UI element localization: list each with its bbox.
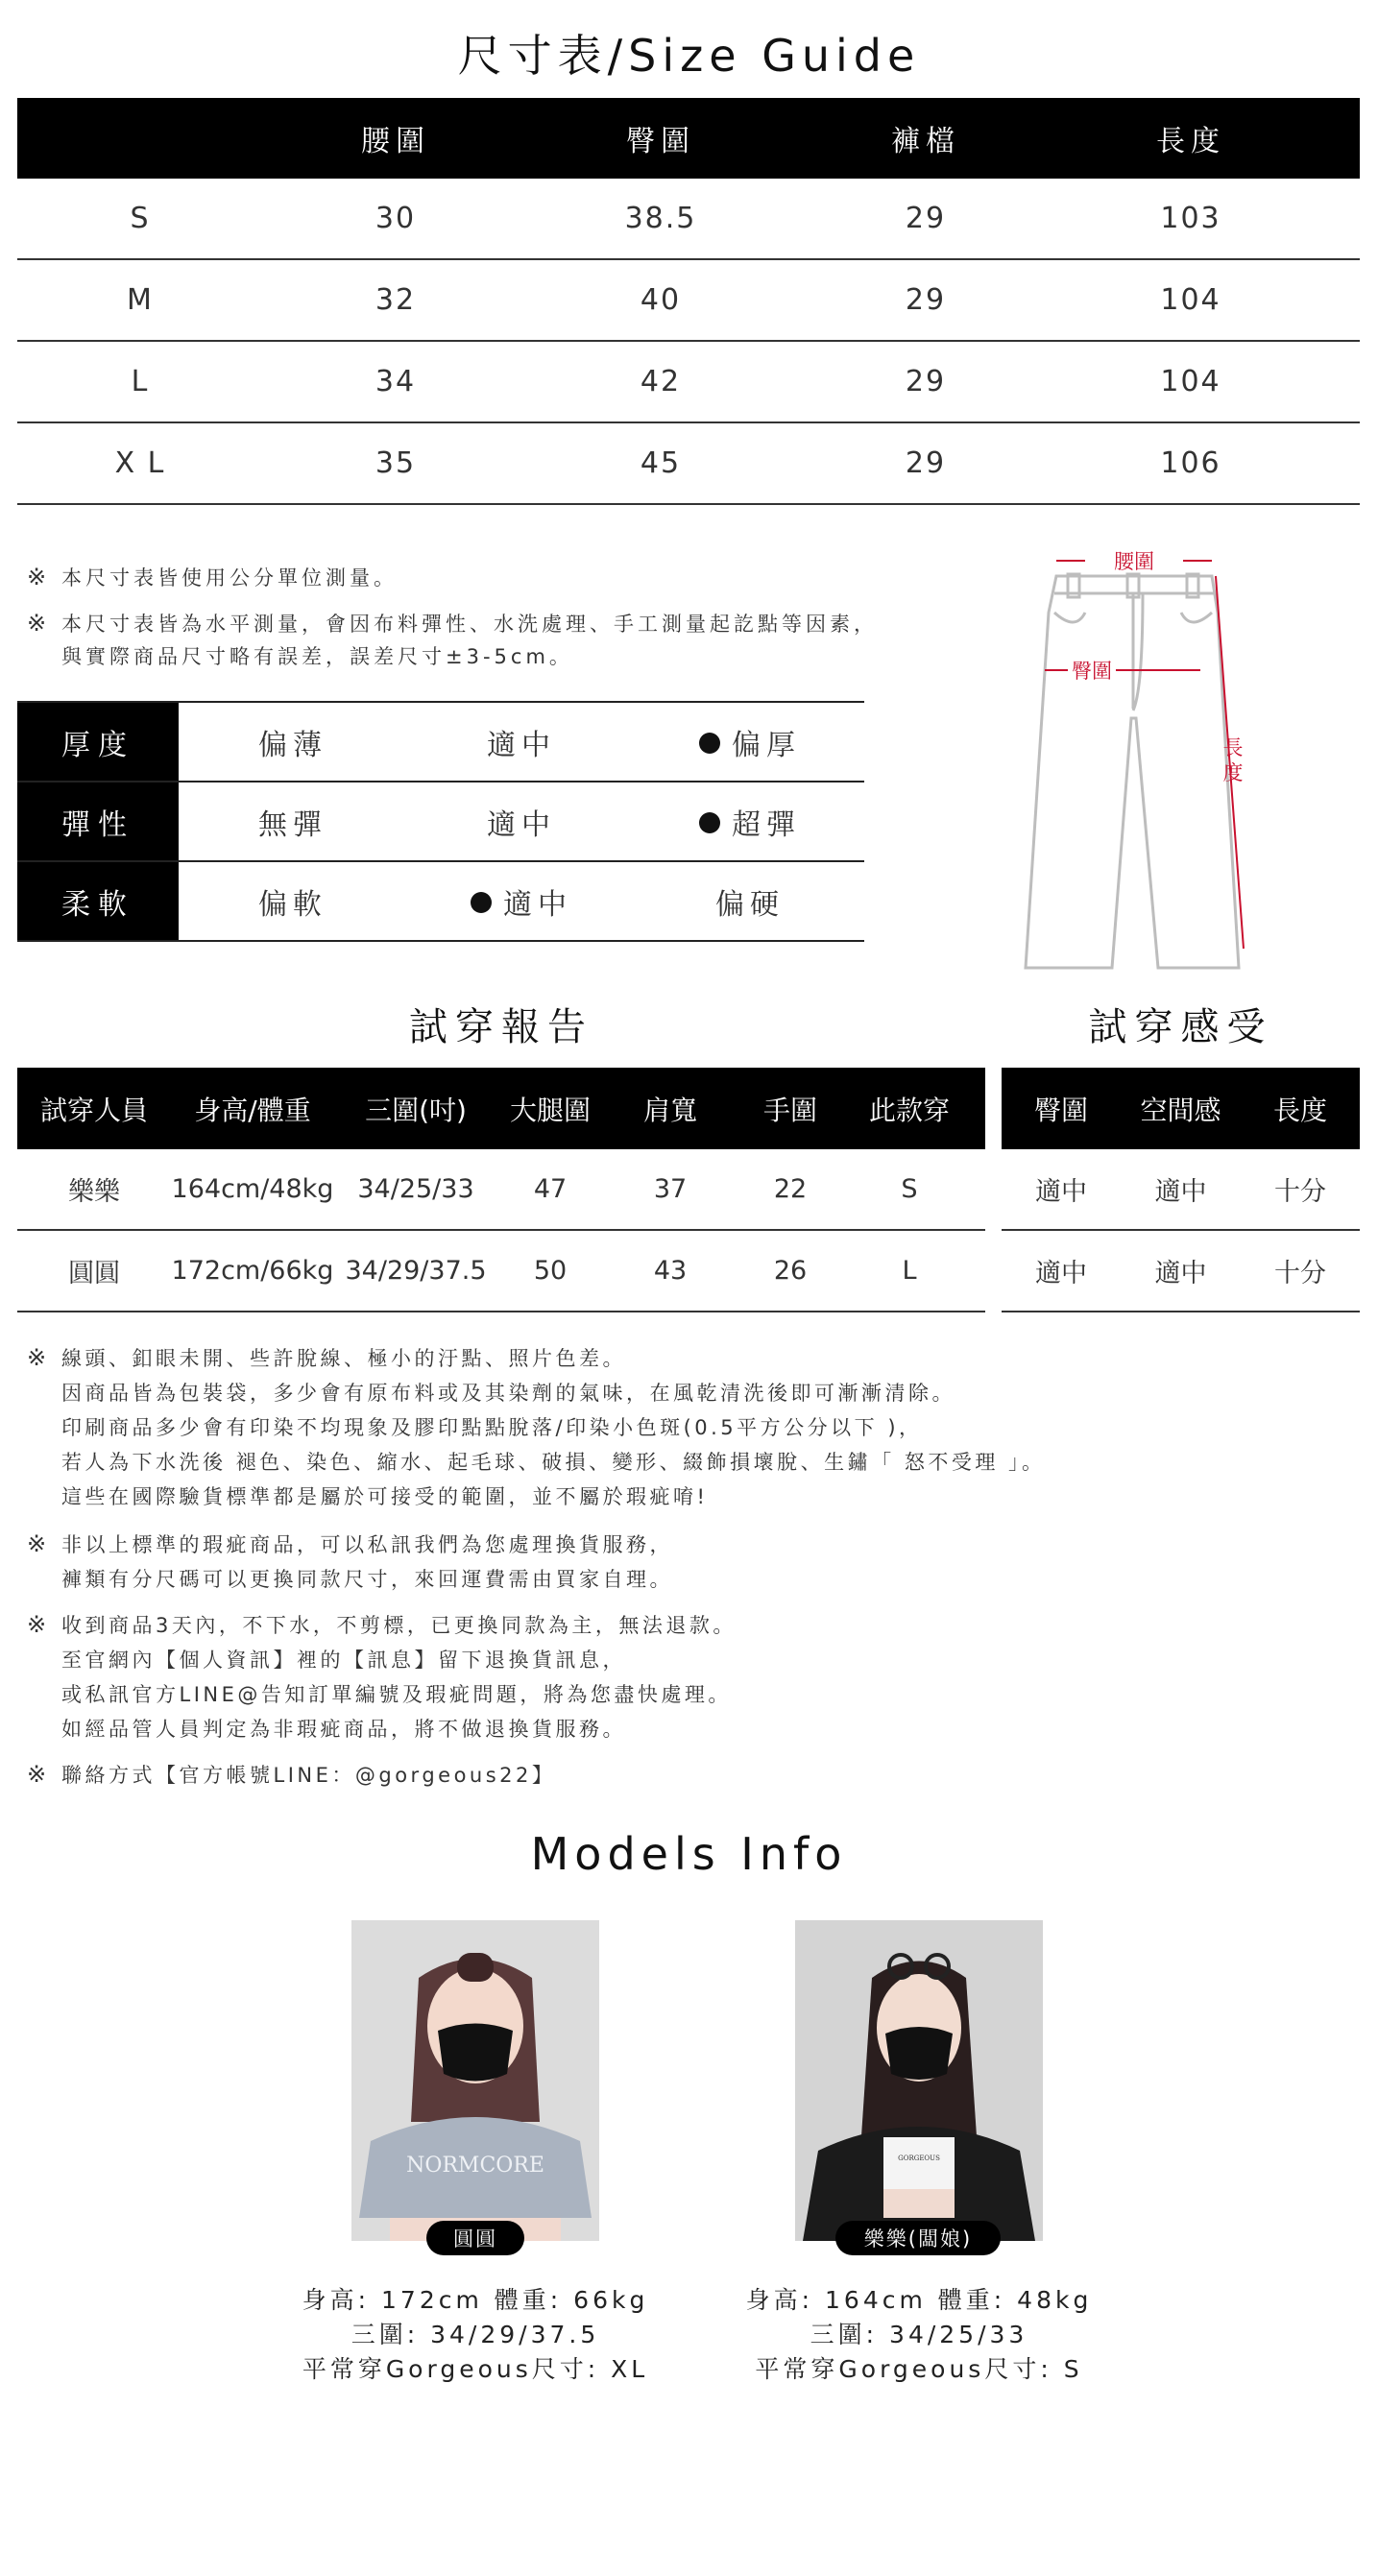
- size-guide-title: 尺寸表/Size Guide: [457, 30, 921, 82]
- report-cell: 26: [773, 1256, 808, 1286]
- policy-defects: [27, 1340, 1046, 1514]
- policy-text: 收到商品3天內，不下水，不剪標，已更換同款為主，無法退款。: [61, 1614, 737, 1637]
- report-header-cell: 大腿圍: [509, 1094, 591, 1126]
- report-header-cell: 三圍(吋): [365, 1094, 467, 1126]
- reference-mark-icon: ※: [27, 1344, 50, 1371]
- size-label: M: [127, 283, 154, 317]
- report-title: 試穿報告: [409, 1005, 593, 1049]
- policy-text: 印刷商品多少會有印染不均現象及膠印點點脫落/印染小色斑(0.5平方公分以下 )，: [61, 1416, 923, 1439]
- size-value: 32: [375, 283, 417, 317]
- report-header-cell: 試穿人員: [39, 1094, 148, 1126]
- model-photo-yuanyuan: [351, 1920, 599, 2241]
- shirt-text: GORGEOUS: [898, 2155, 940, 2162]
- model-figure-icon: [795, 1920, 1043, 2241]
- report-cell: 37: [653, 1174, 688, 1204]
- model-measurements: 三圍: 34/25/33: [810, 2321, 1028, 2348]
- fabric-label: 彈性: [17, 782, 179, 860]
- size-value: 29: [905, 283, 947, 317]
- size-header-rise: 褲檔: [891, 125, 960, 158]
- policy-text: 因商品皆為包裝袋，多少會有原布料或及其染劑的氣味，在風乾清洗後即可漸漸清除。: [61, 1382, 955, 1405]
- feel-cell: 適中: [1154, 1177, 1207, 1207]
- reference-mark-icon: ※: [27, 564, 51, 590]
- feel-cell: 適中: [1154, 1259, 1207, 1288]
- fabric-option-selected: 偏厚: [636, 721, 864, 763]
- size-note-2: [27, 607, 878, 673]
- size-note-1: [27, 561, 398, 594]
- policy-text: 非以上標準的瑕疵商品，可以私訊我們為您處理換貨服務，: [61, 1533, 673, 1556]
- report-header-cell: 手圍: [762, 1094, 817, 1126]
- report-cell: L: [902, 1256, 917, 1286]
- feel-title: 試穿感受: [1088, 1005, 1273, 1049]
- feel-cell: 適中: [1035, 1259, 1087, 1288]
- feel-header-cell: 長度: [1272, 1094, 1327, 1126]
- size-value: 35: [375, 446, 417, 480]
- model-usual-size: 平常穿Gorgeous尺寸: XL: [302, 2355, 649, 2383]
- models-info-title: Models Info: [530, 1828, 848, 1880]
- policy-text: 聯絡方式【官方帳號LINE：@gorgeous22】: [61, 1764, 556, 1787]
- report-header: [17, 1068, 985, 1149]
- size-value: 38.5: [624, 202, 697, 235]
- size-table: [17, 98, 1360, 505]
- reference-mark-icon: ※: [27, 1611, 50, 1638]
- model-height-weight: 身高: 164cm 體重: 48kg: [745, 2286, 1093, 2314]
- try-on-feel-table: [1002, 1068, 1360, 1312]
- report-header-cell: 此款穿: [868, 1094, 950, 1126]
- pants-measurement-diagram: [999, 545, 1306, 987]
- note-text: 本尺寸表皆使用公分單位測量。: [61, 566, 398, 590]
- selected-dot-icon: [471, 892, 492, 913]
- policy-text: 線頭、釦眼未開、些許脫線、極小的汙點、照片色差。: [61, 1347, 626, 1370]
- size-label: L: [131, 365, 150, 398]
- report-cell: 164cm/48kg: [171, 1174, 334, 1204]
- size-label: X L: [114, 446, 166, 480]
- size-header-waist: 腰圍: [361, 125, 430, 158]
- table-row: [17, 423, 1360, 505]
- report-cell: 47: [533, 1174, 568, 1204]
- feel-cell: 適中: [1035, 1177, 1087, 1207]
- feel-cell: 十分: [1274, 1177, 1326, 1207]
- size-value: 29: [905, 446, 947, 480]
- size-value: 29: [905, 202, 947, 235]
- table-row: [17, 342, 1360, 423]
- fabric-row-thickness: [17, 701, 864, 782]
- policy-text: 如經品管人員判定為非瑕疵商品，將不做退換貨服務。: [61, 1718, 626, 1741]
- fabric-label: 厚度: [17, 703, 179, 781]
- diagram-waist-label: 腰圍: [1114, 550, 1154, 573]
- note-text: 本尺寸表皆為水平測量，會因布料彈性、水洗處理、手工測量起訖點等因素，: [61, 613, 878, 636]
- size-value: 34: [375, 365, 417, 398]
- model-usual-size: 平常穿Gorgeous尺寸: S: [755, 2355, 1083, 2383]
- model-figure-icon: [351, 1920, 599, 2241]
- policy-text: 這些在國際驗貨標準都是屬於可接受的範圍，並不屬於瑕疵唷!: [61, 1485, 709, 1508]
- fabric-row-softness: [17, 860, 864, 942]
- size-header-hip: 臀圍: [626, 125, 695, 158]
- model-photo-lele: [795, 1920, 1043, 2241]
- policy-returns: [27, 1607, 737, 1746]
- feel-header-cell: 空間感: [1140, 1094, 1221, 1126]
- fabric-option: 無彈: [258, 807, 327, 842]
- size-table-header: [17, 98, 1360, 179]
- model-tag-lele: 樂樂(闆娘): [835, 2221, 1001, 2255]
- report-cell: S: [901, 1174, 918, 1204]
- fabric-properties-table: [17, 703, 864, 942]
- table-row: [17, 179, 1360, 260]
- size-value: 106: [1160, 446, 1221, 480]
- table-row: [1002, 1231, 1360, 1312]
- fabric-label: 柔軟: [17, 862, 179, 940]
- fabric-row-elasticity: [17, 781, 864, 862]
- report-cell: 圓圓: [68, 1259, 120, 1288]
- size-value: 104: [1160, 365, 1221, 398]
- policy-contact: [27, 1757, 555, 1793]
- feel-header: [1002, 1068, 1360, 1149]
- report-header-cell: 肩寬: [642, 1094, 697, 1126]
- diagram-length-label-2: 度: [1222, 761, 1244, 784]
- model-tag-yuanyuan: 圓圓: [426, 2221, 524, 2255]
- model-info-lele: [708, 2283, 1130, 2387]
- report-cell: 43: [653, 1256, 688, 1286]
- model-measurements: 三圍: 34/29/37.5: [351, 2321, 600, 2348]
- report-cell: 22: [773, 1174, 808, 1204]
- try-on-report-table: [17, 1068, 985, 1312]
- size-value: 29: [905, 365, 947, 398]
- reference-mark-icon: ※: [27, 610, 51, 637]
- note-text: 與實際商品尺寸略有誤差，誤差尺寸±3-5cm。: [61, 645, 573, 668]
- selected-dot-icon: [699, 812, 720, 833]
- policy-text: 褲類有分尺碼可以更換同款尺寸，來回運費需由買家自理。: [61, 1568, 673, 1591]
- fabric-option: 偏薄: [258, 728, 327, 762]
- table-row: [17, 1149, 985, 1231]
- report-cell: 樂樂: [68, 1177, 120, 1207]
- fabric-option: 偏硬: [715, 887, 785, 922]
- fabric-option: 偏軟: [258, 887, 327, 922]
- fabric-option-selected: 適中: [407, 880, 636, 923]
- report-cell: 34/29/37.5: [345, 1256, 487, 1286]
- size-value: 42: [640, 365, 682, 398]
- policy-text: 若人為下水洗後 褪色、染色、縮水、起毛球、破損、變形、綴飾損壞脫、生鏽「 怒不受理 」。: [61, 1451, 1046, 1474]
- shirt-text: NORMCORE: [406, 2154, 544, 2178]
- table-row: [1002, 1149, 1360, 1231]
- report-cell: 172cm/66kg: [171, 1256, 334, 1286]
- model-info-yuanyuan: [264, 2283, 687, 2387]
- model-height-weight: 身高: 172cm 體重: 66kg: [302, 2286, 649, 2314]
- policy-exchange: [27, 1527, 673, 1597]
- policy-text: 至官網內【個人資訊】裡的【訊息】留下退換貨訊息，: [61, 1649, 626, 1672]
- reference-mark-icon: ※: [27, 1530, 50, 1557]
- size-value: 104: [1160, 283, 1221, 317]
- size-value: 103: [1160, 202, 1221, 235]
- report-header-cell: 身高/體重: [194, 1094, 311, 1126]
- reference-mark-icon: ※: [27, 1761, 50, 1788]
- fabric-option: 適中: [487, 807, 556, 842]
- size-value: 30: [375, 202, 417, 235]
- diagram-hip-label: 臀圍: [1072, 660, 1112, 683]
- feel-cell: 十分: [1274, 1259, 1326, 1288]
- size-label: S: [130, 202, 151, 235]
- table-row: [17, 260, 1360, 342]
- table-row: [17, 1231, 985, 1312]
- feel-header-cell: 臀圍: [1033, 1094, 1088, 1126]
- diagram-length-label-1: 長: [1222, 736, 1244, 759]
- selected-dot-icon: [699, 733, 720, 754]
- size-value: 40: [640, 283, 682, 317]
- size-header-length: 長度: [1156, 125, 1225, 158]
- policy-text: 或私訊官方LINE@告知訂單編號及瑕疵問題，將為您盡快處理。: [61, 1683, 732, 1706]
- fabric-option: 適中: [487, 728, 556, 762]
- size-value: 45: [640, 446, 682, 480]
- fabric-option-selected: 超彈: [636, 801, 864, 843]
- report-cell: 34/25/33: [357, 1174, 474, 1204]
- report-cell: 50: [533, 1256, 568, 1286]
